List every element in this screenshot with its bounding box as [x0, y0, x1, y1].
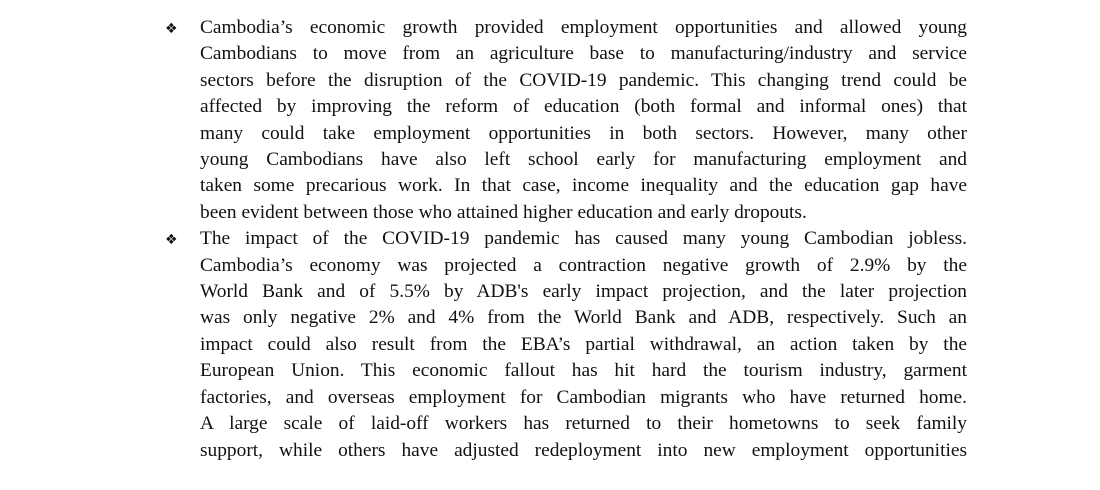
paragraph-line: European Union. This economic fallout has hit hard the tourism industry, garment: [200, 360, 967, 382]
paragraph-line: many could take employment opportunities in both sectors. However, many other: [200, 122, 967, 144]
paragraph-line: been evident between those who attained higher education and early dropouts.: [200, 201, 807, 223]
paragraph-line: support, while others have adjusted redeployment into new employment opportunities: [200, 439, 967, 461]
paragraph-line: A large scale of laid-off workers has returned to their hometowns to seek family: [200, 413, 967, 435]
bullet-list: [165, 15, 967, 464]
paragraph-line: impact could also result from the EBA’s partial withdrawal, an action taken by the: [200, 333, 967, 355]
paragraph-line: Cambodia’s economy was projected a contraction negative growth of 2.9% by the: [200, 254, 967, 276]
paragraph-line: World Bank and of 5.5% by ADB's early impact projection, and the later projection: [200, 281, 967, 303]
paragraph-line: factories, and overseas employment for Cambodian migrants who have returned home.: [200, 386, 967, 408]
diamond-bullet-icon: ❖: [165, 21, 178, 37]
paragraph-line: sectors before the disruption of the COVID-19 pandemic. This changing trend could be: [200, 69, 967, 91]
paragraph-line: Cambodia’s economic growth provided employment opportunities and allowed young: [200, 17, 967, 38]
paragraph-line: affected by improving the reform of education (both formal and informal ones) that: [200, 96, 967, 118]
paragraph-line: Cambodians to move from an agriculture base to manufacturing/industry and service: [200, 43, 967, 65]
paragraph-line: young Cambodians have also left school early for manufacturing employment and: [200, 149, 967, 171]
paragraph-line: The impact of the COVID-19 pandemic has caused many young Cambodian jobless.: [200, 228, 967, 250]
diamond-bullet-icon: ❖: [165, 232, 178, 249]
paragraph-line: taken some precarious work. In that case, income inequality and the education gap have: [200, 175, 967, 197]
bullet-item-employment-growth: [165, 15, 967, 226]
paragraph-line: was only negative 2% and 4% from the World Bank and ADB, respectively. Such an: [200, 307, 967, 329]
bullet-item-covid-impact: [165, 226, 967, 464]
